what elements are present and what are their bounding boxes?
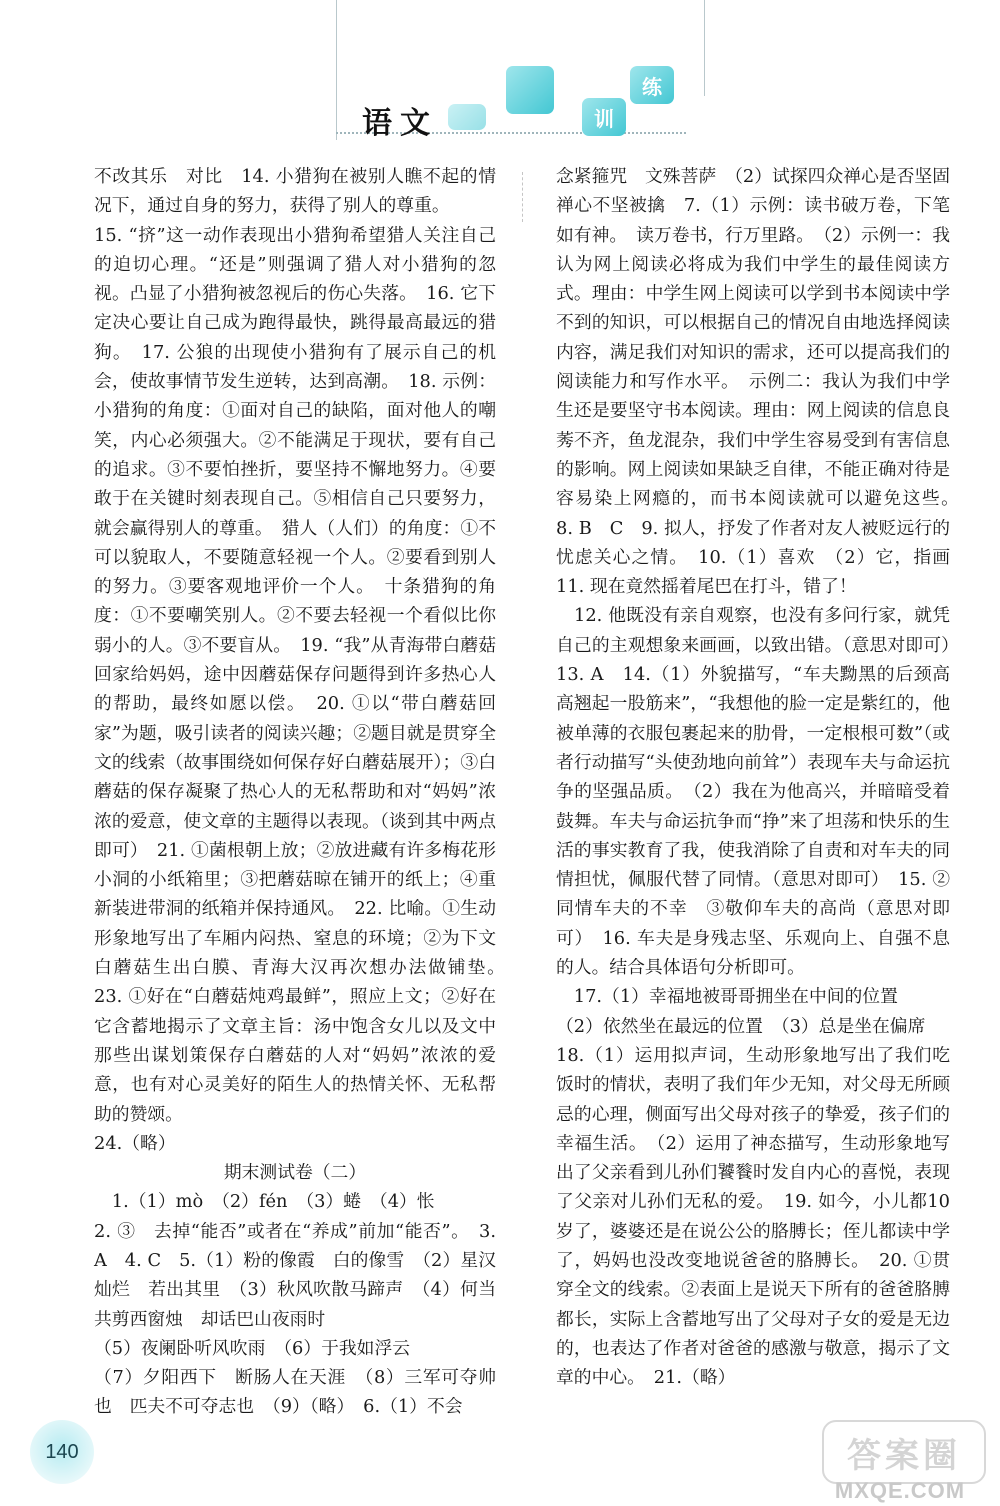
answer-paragraph: 18.（1）运用拟声词，生动形象地写出了我们吃饭时的情状，表明了我们年少无知，对父母无所顾忌的心理，侧面写出父母对孩子的挚爱，孩子们的幸福生活。 （2）运用了神态描写，生动形象地写出了父亲看到儿孙们饕餮时发自内心的喜悦，表现了父亲对儿孙们无私的爱。 19. 如今，小儿都10岁了，婆婆还是在说公公的胳膊长；侄儿都读中学了，妈妈也没改变地说爸爸的胳膊长。 20. ①贯穿全文的线索。②表面上是说天下所有的爸爸胳膊都长，实际上含蓄地写出了父母对子女的爱是无边的，也表达了作者对爸爸的感激与敬意，揭示了文章的中心。 21.（略） <box>556 1044 950 1389</box>
right-column <box>556 162 968 1392</box>
page-header <box>0 0 1000 150</box>
left-column <box>94 162 514 1422</box>
answer-paragraph: 17.（1）幸福地被哥哥拥坐在中间的位置 <box>556 986 898 1008</box>
answer-paragraph: 15. “挤”这一动作表现出小猎狗希望猎人关注自己的迫切心理。“还是”则强调了猎人对小猎狗的忽视。凸显了小猎狗被忽视后的伤心失落。 16. 它下定决心要让自己成为跑得最快，跳得最高最远的猎狗。 17. 公狼的出现使小猎狗有了展示自己的机会，使故事情节发生逆转，达到高潮。 18. 示例：小猎狗的角度：①面对自己的缺陷，面对他人的嘲笑，内心必须强大。②不能满足于现状，要有自己的追求。③不要怕挫折，要坚持不懈地努力。④要敢于在关键时刻表现自己。⑤相信自己只要努力，就会赢得别人的尊重。 猎人（人们）的角度：①不可以貌取人，不要随意轻视一个人。②要看到别人的努力。③要客观地评价一个人。 十条猎狗的角度：①不要嘲笑别人。②不要去轻视一个看似比你弱小的人。③不要盲从。 19. “我”从青海带白蘑菇回家给妈妈，途中因蘑菇保存问题得到许多热心人的帮助，最终如愿以偿。 20. ①以“带白蘑菇回家”为题，吸引读者的阅读兴趣；②题目就是贯穿全文的线索（故事围绕如何保存好白蘑菇展开）；③白蘑菇的保存凝聚了热心人的无私帮助和对“妈妈”浓浓的爱意，使文章的主题得以表现。（谈到其中两点即可） 21. ①菌根朝上放；②放进藏有许多梅花形小洞的小纸箱里；③把蘑菇晾在铺开的纸上；④重新装进带洞的纸箱并保持通风。 22. 比喻。①生动形象地写出了车厢内闷热、窒息的环境；②为下文白蘑菇生出白膜、青海大汉再次想办法做铺垫。 23. ①好在“白蘑菇炖鸡最鲜”，照应上文；②好在它含蓄地揭示了文章主旨：汤中饱含女儿以及文中那些出谋划策保存白蘑菇的人对“妈妈”浓浓的爱意，也有对心灵美好的陌生人的热情关怀、无私帮助的赞颂。 <box>94 224 514 1125</box>
header-deco-box-2 <box>506 66 554 114</box>
answer-paragraph: （5）夜阑卧听风吹雨 （6）于我如浮云 <box>94 1337 411 1359</box>
answer-paragraph: 2. ③ 去掉“能否”或者在“养成”前加“能否”。 3. A 4. C 5.（1）粉的像霞 白的像雪 （2）星汉灿烂 若出其里 （3）秋风吹散马蹄声 （4）何当共剪西窗烛 却话巴山夜雨时 <box>94 1220 496 1330</box>
header-deco-box-4: 练 <box>630 66 674 104</box>
answer-paragraph: 24.（略） <box>94 1132 176 1154</box>
section-title: 期末测试卷（二） <box>223 1162 367 1184</box>
answer-paragraph: 不改其乐 对比 14. 小猎狗在被别人瞧不起的情况下，通过自身的努力，获得了别人的尊重。 <box>94 166 496 217</box>
subject-char-1: 语 <box>362 106 394 141</box>
watermark-logo: 答案圈 <box>822 1420 986 1484</box>
subject-char-2: 文 <box>400 106 432 141</box>
page-number: 140 <box>30 1420 94 1484</box>
column-divider <box>522 172 523 222</box>
header-rule-right <box>704 0 705 96</box>
answer-paragraph: 12. 他既没有亲自观察，也没有多问行家，就凭自己的主观想象来画画，以致出错。（意思对即可） 13. A 14.（1）外貌描写，“车夫黝黑的后颈高高翘起一股筋来”，“我想他的脸一定是紫红的，他被单薄的衣服包裹起来的肋骨，一定根根可数”（或者行动描写“头使劲地向前耸”）表现车夫与命运抗争的坚强品质。 （2）我在为他高兴，并暗暗受着鼓舞。车夫与命运抗争而“挣”来了坦荡和快乐的生活的事实教育了我，使我消除了自责和对车夫的同情担忧，佩服代替了同情。（意思对即可） 15. ②同情车夫的不幸 ③敬仰车夫的高尚（意思对即可） 16. 车夫是身残志坚、乐观向上、自强不息的人。结合具体语句分析即可。 <box>556 605 968 979</box>
header-deco-box-3: 训 <box>582 98 626 136</box>
answer-paragraph: （2）依然坐在最远的位置 （3）总是坐在偏席 <box>556 1015 926 1037</box>
answer-paragraph: 1.（1）mò （2）fén （3）蜷 （4）怅 <box>94 1191 435 1213</box>
header-rule-left <box>336 0 337 140</box>
header-deco-box-1 <box>448 104 486 130</box>
watermark-site: MXQE.COM <box>834 1478 966 1503</box>
answer-paragraph: 念紧箍咒 文殊菩萨 （2）试探四众禅心是否坚固 禅心不坚被擒 7.（1）示例：读书破万卷，下笔如有神。 读万卷书，行万里路。 （2）示例一：我认为网上阅读必将成为我们中学生的最佳阅读方式。理由：中学生网上阅读可以学到书本阅读中学不到的知识，可以根据自己的情况自由地选择阅读内容，满足我们对知识的需求，还可以提高我们的阅读能力和写作水平。 示例二：我认为我们中学生还是要坚守书本阅读。理由：网上阅读的信息良莠不齐，鱼龙混杂，我们中学生容易受到有害信息的影响。网上阅读如果缺乏自律，不能正确对待是容易染上网瘾的，而书本阅读就可以避免这些。 8. B C 9. 拟人，抒发了作者对友人被贬远行的忧虑关心之情。 10.（1）喜欢 （2）它，指画 11. 现在竟然摇着尾巴在打斗，错了！ <box>556 166 968 598</box>
answer-paragraph: （7）夕阳西下 断肠人在天涯 （8）三军可夺帅也 匹夫不可夺志也 （9）（略） 6.（1）不会 <box>94 1367 496 1418</box>
